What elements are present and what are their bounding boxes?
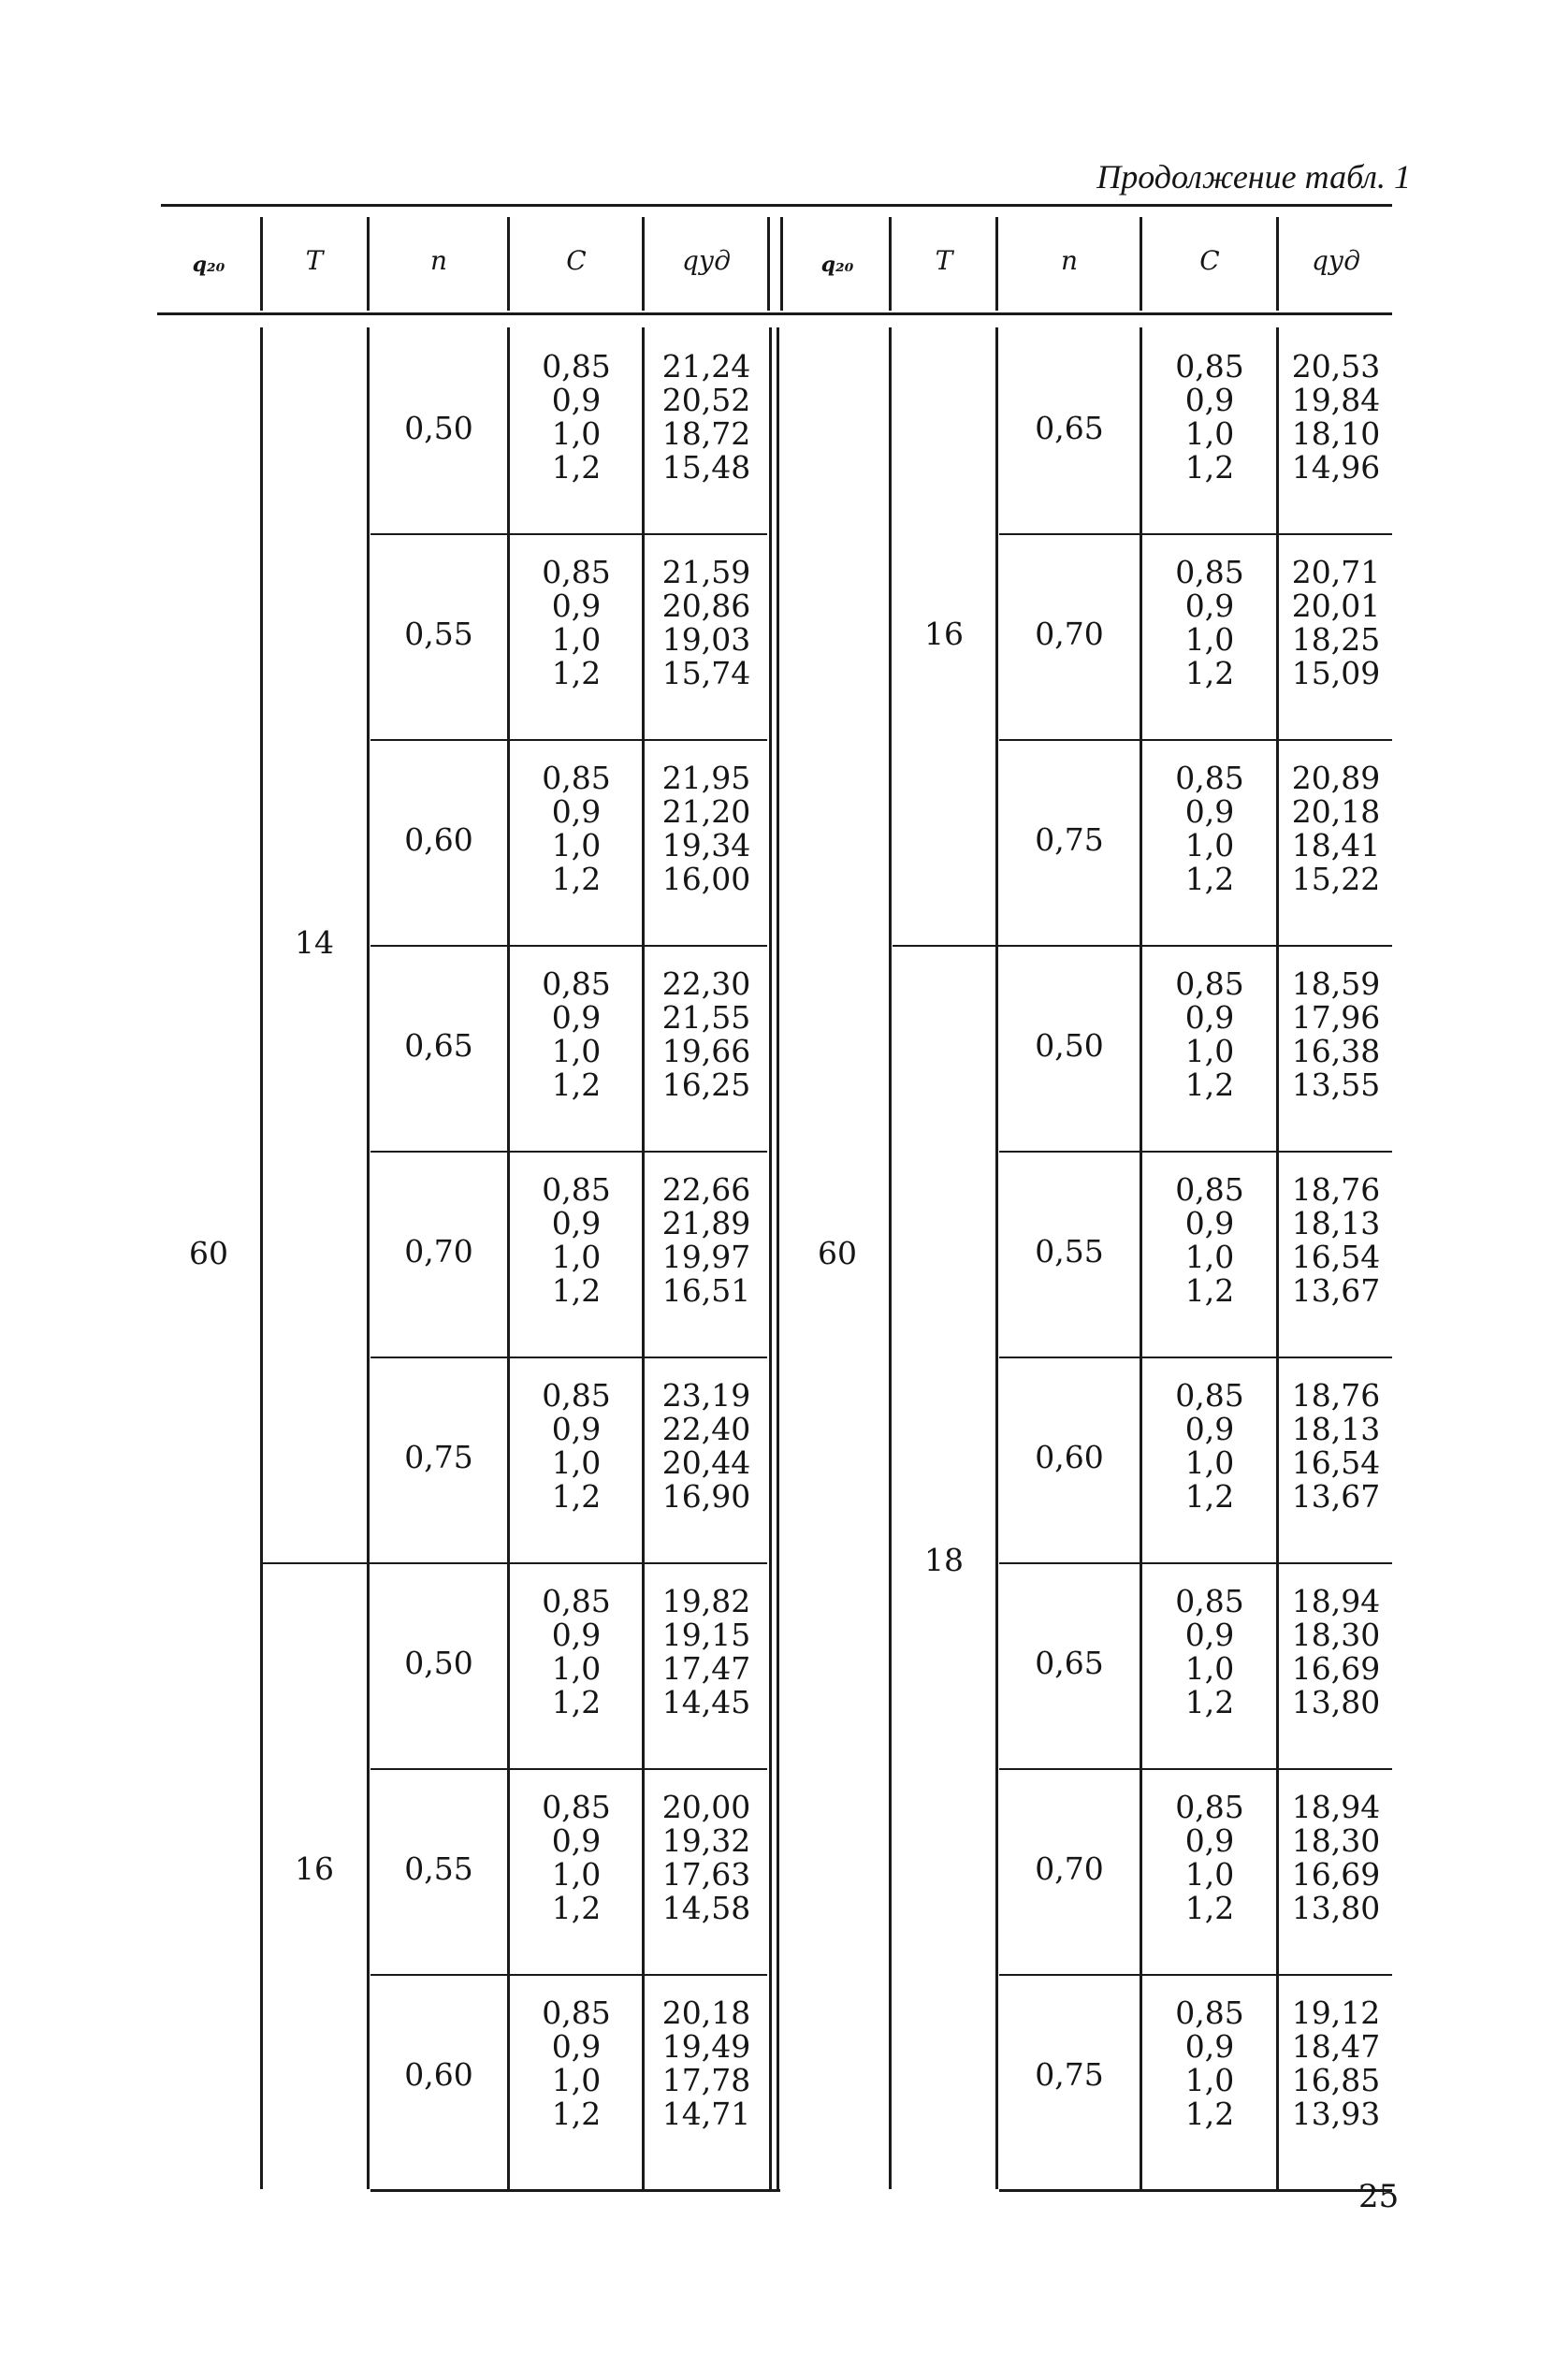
C-value: 0,85 (1175, 554, 1244, 590)
qud-value: 16,69 (1291, 1650, 1381, 1687)
qud-value: 16,69 (1291, 1856, 1381, 1893)
C-value: 1,2 (551, 1478, 602, 1515)
qud-value: 16,54 (1291, 1239, 1381, 1275)
C-value: 0,85 (542, 1171, 611, 1208)
qud-value: 18,10 (1291, 415, 1381, 452)
qud-value: 14,45 (661, 1684, 751, 1720)
n-value: 0,70 (1035, 1850, 1104, 1887)
C-value: 0,9 (1184, 1822, 1235, 1859)
C-value: 0,9 (1184, 1411, 1235, 1447)
T-value: 14 (295, 924, 334, 961)
row-divider (370, 1974, 767, 1976)
n-value: 0,75 (404, 1439, 473, 1475)
qud-value: 18,41 (1291, 827, 1381, 863)
C-value: 0,9 (551, 999, 602, 1036)
C-value: 0,85 (1175, 348, 1244, 384)
C-value: 0,85 (542, 1583, 611, 1619)
T-value: 16 (924, 616, 964, 652)
C-value: 0,9 (551, 1822, 602, 1859)
qud-value: 20,89 (1291, 760, 1381, 796)
qud-value: 19,49 (661, 2028, 751, 2065)
column-divider (367, 327, 370, 2189)
C-value: 1,0 (551, 621, 602, 658)
qud-value: 15,09 (1291, 655, 1381, 691)
C-value: 0,85 (1175, 1377, 1244, 1414)
C-value: 1,0 (551, 1650, 602, 1687)
n-value: 0,55 (404, 1850, 473, 1887)
qud-value: 16,38 (1291, 1033, 1381, 1069)
C-value: 0,85 (1175, 1789, 1244, 1825)
C-value: 0,9 (551, 793, 602, 830)
C-value: 1,2 (551, 1272, 602, 1309)
C-value: 0,85 (542, 1377, 611, 1414)
C-value: 1,2 (1184, 1478, 1235, 1515)
n-value: 0,60 (404, 821, 473, 858)
C-value: 0,85 (542, 760, 611, 796)
C-value: 0,85 (542, 554, 611, 590)
C-value: 1,0 (551, 1239, 602, 1275)
header-q20: q₂₀ (820, 253, 854, 277)
double-divider (769, 327, 772, 2189)
C-value: 1,2 (551, 1066, 602, 1103)
qud-value: 21,59 (661, 554, 751, 590)
table-top-rule (161, 204, 1392, 207)
C-value: 1,2 (1184, 1066, 1235, 1103)
qud-value: 21,55 (661, 999, 751, 1036)
qud-value: 15,74 (661, 655, 751, 691)
qud-value: 18,59 (1291, 965, 1381, 1002)
qud-value: 18,13 (1291, 1205, 1381, 1241)
C-value: 0,85 (1175, 1995, 1244, 2031)
header-divider (260, 217, 263, 311)
C-value: 1,2 (1184, 655, 1235, 691)
qud-value: 15,48 (661, 449, 751, 486)
q20-value: 60 (818, 1235, 857, 1271)
C-value: 0,9 (1184, 999, 1235, 1036)
qud-value: 18,76 (1291, 1171, 1381, 1208)
table-caption: Продолжение табл. 1 (1096, 158, 1411, 196)
header-q20: q₂₀ (192, 253, 225, 277)
C-value: 0,9 (1184, 793, 1235, 830)
C-value: 0,9 (551, 588, 602, 624)
header-divider (1140, 217, 1142, 311)
qud-value: 18,76 (1291, 1377, 1381, 1414)
C-value: 0,85 (1175, 1171, 1244, 1208)
n-value: 0,55 (404, 616, 473, 652)
header-C: C (566, 245, 587, 276)
C-value: 0,85 (1175, 760, 1244, 796)
qud-value: 19,03 (661, 621, 751, 658)
table-bottom-rule (370, 2189, 780, 2192)
C-value: 0,85 (1175, 1583, 1244, 1619)
qud-value: 13,93 (1291, 2096, 1381, 2132)
qud-value: 17,96 (1291, 999, 1381, 1036)
double-divider (777, 327, 779, 2189)
C-value: 1,0 (1184, 621, 1235, 658)
C-value: 1,2 (1184, 1890, 1235, 1926)
qud-value: 13,80 (1291, 1890, 1381, 1926)
C-value: 1,2 (1184, 1684, 1235, 1720)
qud-value: 20,71 (1291, 554, 1381, 590)
C-value: 1,0 (1184, 1444, 1235, 1481)
C-value: 1,0 (551, 827, 602, 863)
C-value: 1,0 (551, 1856, 602, 1893)
header-T: T (305, 245, 324, 276)
qud-value: 18,13 (1291, 1411, 1381, 1447)
C-value: 0,85 (542, 1995, 611, 2031)
C-value: 1,0 (1184, 1856, 1235, 1893)
header-divider (507, 217, 510, 311)
qud-value: 19,32 (661, 1822, 751, 1859)
qud-value: 20,44 (661, 1444, 751, 1481)
C-value: 1,2 (551, 2096, 602, 2132)
column-divider (995, 327, 998, 2189)
q20-value: 60 (189, 1235, 228, 1271)
C-value: 1,0 (1184, 827, 1235, 863)
n-value: 0,75 (1035, 2056, 1104, 2093)
C-value: 0,9 (551, 1411, 602, 1447)
qud-value: 20,18 (1291, 793, 1381, 830)
qud-value: 18,47 (1291, 2028, 1381, 2065)
qud-value: 19,97 (661, 1239, 751, 1275)
header-T: T (935, 245, 953, 276)
qud-value: 17,63 (661, 1856, 751, 1893)
qud-value: 16,00 (661, 861, 751, 897)
C-value: 1,0 (1184, 1650, 1235, 1687)
row-divider (999, 1562, 1392, 1564)
qud-value: 20,53 (1291, 348, 1381, 384)
qud-value: 16,25 (661, 1066, 751, 1103)
column-divider (1276, 327, 1279, 2189)
qud-value: 20,01 (1291, 588, 1381, 624)
qud-value: 16,51 (661, 1272, 751, 1309)
C-value: 0,85 (1175, 965, 1244, 1002)
n-value: 0,50 (404, 1645, 473, 1681)
qud-value: 13,80 (1291, 1684, 1381, 1720)
n-value: 0,65 (1035, 410, 1104, 446)
C-value: 1,2 (1184, 2096, 1235, 2132)
C-value: 0,9 (551, 382, 602, 418)
qud-value: 14,71 (661, 2096, 751, 2132)
qud-value: 22,30 (661, 965, 751, 1002)
n-value: 0,70 (1035, 616, 1104, 652)
C-value: 0,85 (542, 965, 611, 1002)
C-value: 1,0 (1184, 1033, 1235, 1069)
n-value: 0,60 (404, 2056, 473, 2093)
header-divider (367, 217, 370, 311)
qud-value: 22,40 (661, 1411, 751, 1447)
qud-value: 21,95 (661, 760, 751, 796)
qud-value: 21,24 (661, 348, 751, 384)
n-value: 0,65 (404, 1027, 473, 1064)
C-value: 1,2 (551, 861, 602, 897)
qud-value: 21,89 (661, 1205, 751, 1241)
header-C: C (1199, 245, 1220, 276)
row-divider (370, 1357, 767, 1358)
header-divider (889, 217, 892, 311)
column-divider (1140, 327, 1142, 2189)
qud-value: 20,86 (661, 588, 751, 624)
header-divider (995, 217, 998, 311)
C-value: 1,0 (551, 2062, 602, 2098)
row-divider (370, 739, 767, 741)
qud-value: 17,78 (661, 2062, 751, 2098)
C-value: 1,2 (1184, 1272, 1235, 1309)
qud-value: 19,82 (661, 1583, 751, 1619)
column-divider (260, 327, 263, 2189)
header-qud: qуд (682, 245, 731, 276)
qud-value: 16,85 (1291, 2062, 1381, 2098)
n-value: 0,60 (1035, 1439, 1104, 1475)
C-value: 1,0 (1184, 415, 1235, 452)
column-divider (642, 327, 645, 2189)
header-qud: qуд (1312, 245, 1360, 276)
n-value: 0,75 (1035, 821, 1104, 858)
qud-value: 18,72 (661, 415, 751, 452)
qud-value: 23,19 (661, 1377, 751, 1414)
C-value: 1,0 (551, 1033, 602, 1069)
qud-value: 15,22 (1291, 861, 1381, 897)
qud-value: 16,90 (661, 1478, 751, 1515)
n-value: 0,65 (1035, 1645, 1104, 1681)
n-value: 0,55 (1035, 1233, 1104, 1270)
C-value: 1,0 (551, 415, 602, 452)
qud-value: 19,84 (1291, 382, 1381, 418)
page-number: 25 (1358, 2178, 1400, 2215)
qud-value: 20,52 (661, 382, 751, 418)
header-divider (767, 217, 770, 311)
row-divider (370, 945, 767, 947)
row-divider (370, 1151, 767, 1153)
C-value: 1,2 (551, 1684, 602, 1720)
C-value: 0,9 (1184, 588, 1235, 624)
qud-value: 18,25 (1291, 621, 1381, 658)
qud-value: 13,55 (1291, 1066, 1381, 1103)
C-value: 1,2 (551, 655, 602, 691)
qud-value: 19,12 (1291, 1995, 1381, 2031)
row-divider (999, 1974, 1392, 1976)
header-divider (780, 217, 783, 311)
C-value: 0,9 (1184, 1617, 1235, 1653)
qud-value: 22,66 (661, 1171, 751, 1208)
qud-value: 20,18 (661, 1995, 751, 2031)
table-bottom-rule (999, 2189, 1392, 2192)
n-value: 0,50 (404, 410, 473, 446)
qud-value: 19,34 (661, 827, 751, 863)
qud-value: 13,67 (1291, 1478, 1381, 1515)
qud-value: 21,20 (661, 793, 751, 830)
qud-value: 19,66 (661, 1033, 751, 1069)
row-divider (999, 1151, 1392, 1153)
C-value: 0,85 (542, 348, 611, 384)
qud-value: 19,15 (661, 1617, 751, 1653)
group-divider (893, 945, 1392, 947)
n-value: 0,50 (1035, 1027, 1104, 1064)
qud-value: 17,47 (661, 1650, 751, 1687)
row-divider (999, 739, 1392, 741)
C-value: 0,85 (542, 1789, 611, 1825)
header-bottom-rule (157, 312, 1392, 315)
row-divider (999, 1768, 1392, 1770)
qud-value: 16,54 (1291, 1444, 1381, 1481)
C-value: 1,0 (1184, 1239, 1235, 1275)
qud-value: 20,00 (661, 1789, 751, 1825)
C-value: 1,2 (1184, 449, 1235, 486)
C-value: 0,9 (1184, 2028, 1235, 2065)
group-divider (262, 1562, 767, 1564)
T-value: 16 (295, 1850, 334, 1887)
C-value: 0,9 (1184, 382, 1235, 418)
column-divider (507, 327, 510, 2189)
n-value: 0,70 (404, 1233, 473, 1270)
C-value: 0,9 (551, 1205, 602, 1241)
C-value: 0,9 (551, 2028, 602, 2065)
header-divider (1276, 217, 1279, 311)
qud-value: 18,94 (1291, 1583, 1381, 1619)
header-n: n (429, 245, 448, 276)
C-value: 0,9 (1184, 1205, 1235, 1241)
C-value: 0,9 (551, 1617, 602, 1653)
C-value: 1,0 (1184, 2062, 1235, 2098)
C-value: 1,2 (1184, 861, 1235, 897)
C-value: 1,2 (551, 449, 602, 486)
qud-value: 14,96 (1291, 449, 1381, 486)
qud-value: 13,67 (1291, 1272, 1381, 1309)
C-value: 1,2 (551, 1890, 602, 1926)
header-divider (642, 217, 645, 311)
column-divider (889, 327, 892, 2189)
header-n: n (1060, 245, 1079, 276)
qud-value: 18,30 (1291, 1617, 1381, 1653)
row-divider (999, 1357, 1392, 1358)
row-divider (999, 533, 1392, 535)
qud-value: 14,58 (661, 1890, 751, 1926)
qud-value: 18,30 (1291, 1822, 1381, 1859)
C-value: 1,0 (551, 1444, 602, 1481)
row-divider (370, 533, 767, 535)
row-divider (370, 1768, 767, 1770)
qud-value: 18,94 (1291, 1789, 1381, 1825)
T-value: 18 (924, 1542, 964, 1578)
